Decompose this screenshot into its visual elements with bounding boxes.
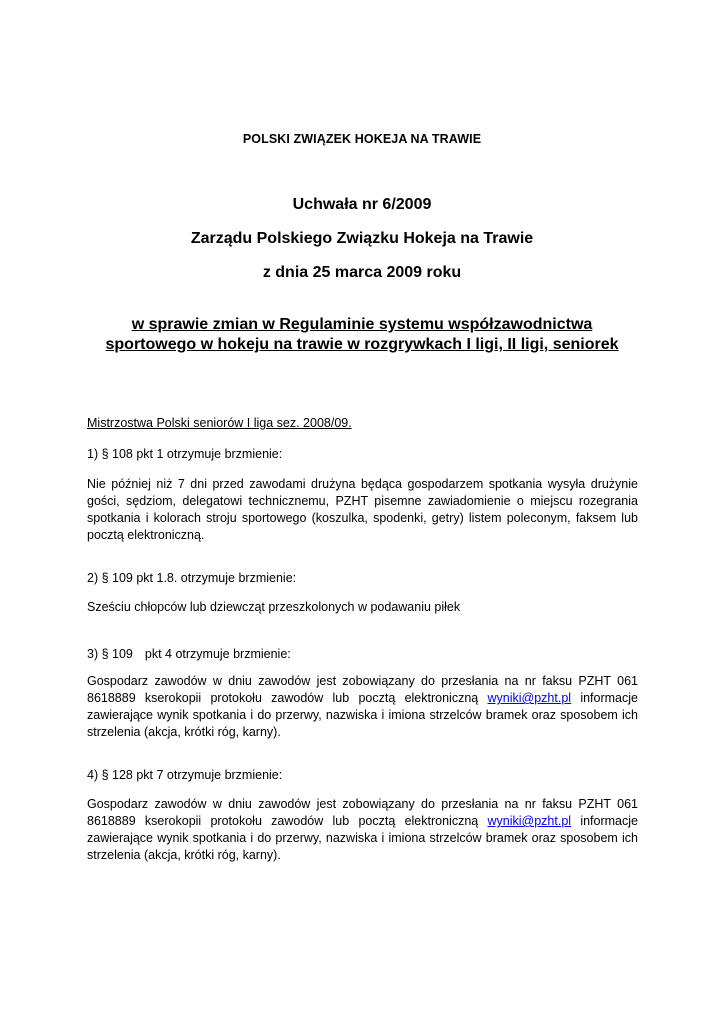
item-3-heading	[87, 646, 638, 663]
resolution-issuer: Zarządu Polskiego Związku Hokeja na Trawie	[190, 230, 534, 247]
item-3-text	[87, 673, 638, 741]
item-1-text: Nie później niż 7 dni przed zawodami drużyna będąca gospodarzem spotkania wysyła drużynie gości, sędziom, delegatowi technicznemu, PZHT pisemne zawiadomienie o miejscu rozegrania spotkania i kolorach stroju sportowego (koszulka, spodenki, getry) listem poleconym, faksem lub pocztą elektroniczną.	[87, 477, 638, 542]
item-2-text: Sześciu chłopców lub dziewcząt przeszkolonych w podawaniu piłek	[87, 600, 461, 614]
item-4-text	[87, 796, 638, 864]
item-3-text-after: informacje zawierające wynik spotkania i do przerwy, nazwiska i imiona strzelców bramek oraz sposobem ich strzelenia (akcja, krótki róg, karny).	[87, 691, 638, 739]
item-4-text-before: Gospodarz zawodów w dniu zawodów jest zobowiązany do przesłania na nr faksu PZHT 061 8618889 kserokopii protokołu zawodów lub pocztą elektroniczną	[87, 797, 638, 828]
subject-line-2: sportowego w hokeju na trawie w rozgrywkach I ligi, II ligi, seniorek	[105, 336, 619, 353]
resolution-date: z dnia 25 marca 2009 roku	[262, 264, 462, 281]
item-1-heading: 1) § 108 pkt 1 otrzymuje brzmienie:	[87, 447, 283, 461]
item-3-email-link[interactable]: wyniki@pzht.pl	[487, 691, 572, 705]
item-2-heading: 2) § 109 pkt 1.8. otrzymuje brzmienie:	[87, 571, 297, 585]
subject-line-1: w sprawie zmian w Regulaminie systemu współzawodnictwa	[131, 316, 593, 333]
item-3-text-before: Gospodarz zawodów w dniu zawodów jest zobowiązany do przesłania na nr faksu PZHT 061 8618889 kserokopii protokołu zawodów lub pocztą elektroniczną	[87, 674, 638, 705]
item-4-email-link[interactable]: wyniki@pzht.pl	[487, 814, 572, 828]
resolution-subject	[60, 315, 664, 355]
item-3-heading-paragraph: 3) § 109	[87, 647, 133, 661]
item-4-heading: 4) § 128 pkt 7 otrzymuje brzmienie:	[87, 768, 283, 782]
item-4-text-after: informacje zawierające wynik spotkania i do przerwy, nazwiska i imiona strzelców bramek oraz sposobem ich strzelenia (akcja, krótki róg, karny).	[87, 814, 638, 862]
organization-header: POLSKI ZWIĄZEK HOKEJA NA TRAWIE	[242, 132, 482, 146]
item-3-heading-point: pkt 4 otrzymuje brzmienie:	[144, 647, 291, 661]
section-heading: Mistrzostwa Polski seniorów I liga sez. 2008/09.	[87, 416, 352, 430]
resolution-number: Uchwała nr 6/2009	[292, 196, 432, 213]
